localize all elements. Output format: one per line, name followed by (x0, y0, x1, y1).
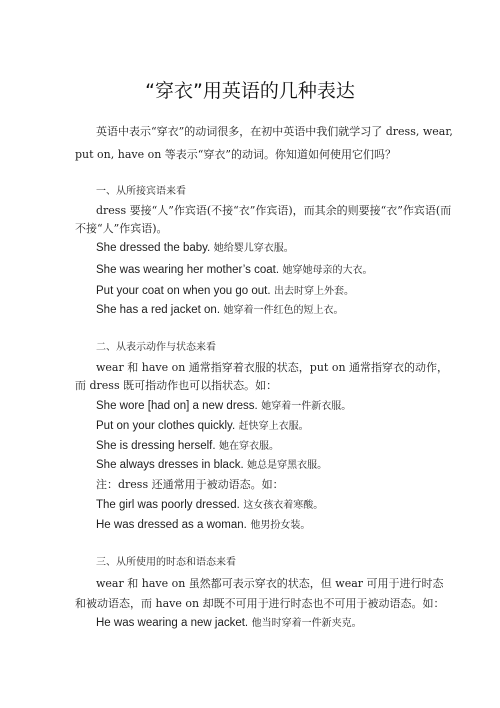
example-chinese: 她总是穿黑衣服。 (247, 460, 328, 471)
section-2-desc-line-1: wear 和 have on 通常指穿着衣服的状态，put on 通常指穿衣的动作， (96, 361, 449, 374)
intro-line-1: 英语中表示“穿衣”的动词很多，在初中英语中我们就学习了 dress, wear, (96, 125, 453, 138)
example-english: She always dresses in black. (96, 459, 244, 471)
example-chinese: 这女孩衣着寒酸。 (243, 500, 324, 511)
example-sentence (96, 283, 354, 299)
example-chinese: 他男扮女装。 (250, 520, 311, 531)
example-english: He was wearing a new jacket. (96, 617, 249, 629)
example-chinese: 她穿她母亲的大衣。 (282, 265, 373, 276)
example-english: The girl was poorly dressed. (96, 499, 240, 511)
example-english: Put on your clothes quickly. (96, 420, 236, 432)
usage-note: 注：dress 还通常用于被动语态。如： (96, 478, 284, 491)
example-english: She is dressing herself. (96, 440, 216, 452)
example-chinese: 出去时穿上外套。 (274, 286, 355, 297)
section-3-desc-line-2: 和被动语态，而 have on 却既不可用于进行时态也不可用于被动语态。如： (75, 597, 445, 610)
example-sentence (96, 517, 310, 533)
example-english: He was dressed as a woman. (96, 519, 247, 531)
example-sentence (96, 262, 373, 278)
example-chinese: 赶快穿上衣服。 (238, 421, 309, 432)
example-chinese: 她穿着一件红色的短上衣。 (223, 305, 344, 316)
example-english: She wore [had on] a new dress. (96, 400, 258, 412)
example-chinese: 她在穿衣服。 (219, 441, 280, 452)
example-sentence (96, 418, 309, 434)
example-sentence (96, 457, 327, 473)
section-2-heading: 二、从表示动作与状态来看 (96, 342, 216, 353)
section-1-heading: 一、从所接宾语来看 (96, 186, 186, 197)
section-1-desc-line-2: 不接“人”作宾语)。 (75, 222, 168, 235)
page-title: “穿衣”用英语的几种表达 (145, 80, 355, 102)
example-sentence (96, 240, 294, 256)
example-sentence (96, 398, 351, 414)
example-english: Put your coat on when you go out. (96, 285, 271, 297)
section-2-desc-line-2: 而 dress 既可指动作也可以指状态。如： (75, 379, 278, 392)
section-3-heading: 三、从所使用的时态和语态来看 (96, 557, 236, 568)
example-english: She was wearing her mother’s coat. (96, 264, 280, 276)
example-sentence (96, 302, 344, 318)
example-sentence (96, 615, 362, 631)
section-1-desc-line-1: dress 要接“人”作宾语(不接“衣”作宾语)，而其余的则要接“衣”作宾语(而 (96, 204, 452, 217)
example-sentence (96, 497, 323, 513)
example-sentence (96, 438, 279, 454)
example-chinese: 她穿着一件新衣服。 (261, 401, 352, 412)
example-english: She has a red jacket on. (96, 304, 221, 316)
intro-line-2: put on, have on 等表示“穿衣”的动词。你知道如何使用它们吗？ (75, 148, 397, 161)
example-chinese: 他当时穿着一件新夹克。 (251, 618, 362, 629)
section-3-desc-line-1: wear 和 have on 虽然都可表示穿衣的状态，但 wear 可用于进行时态 (96, 577, 444, 590)
example-chinese: 她给婴儿穿衣服。 (213, 243, 294, 254)
example-english: She dressed the baby. (96, 242, 211, 254)
